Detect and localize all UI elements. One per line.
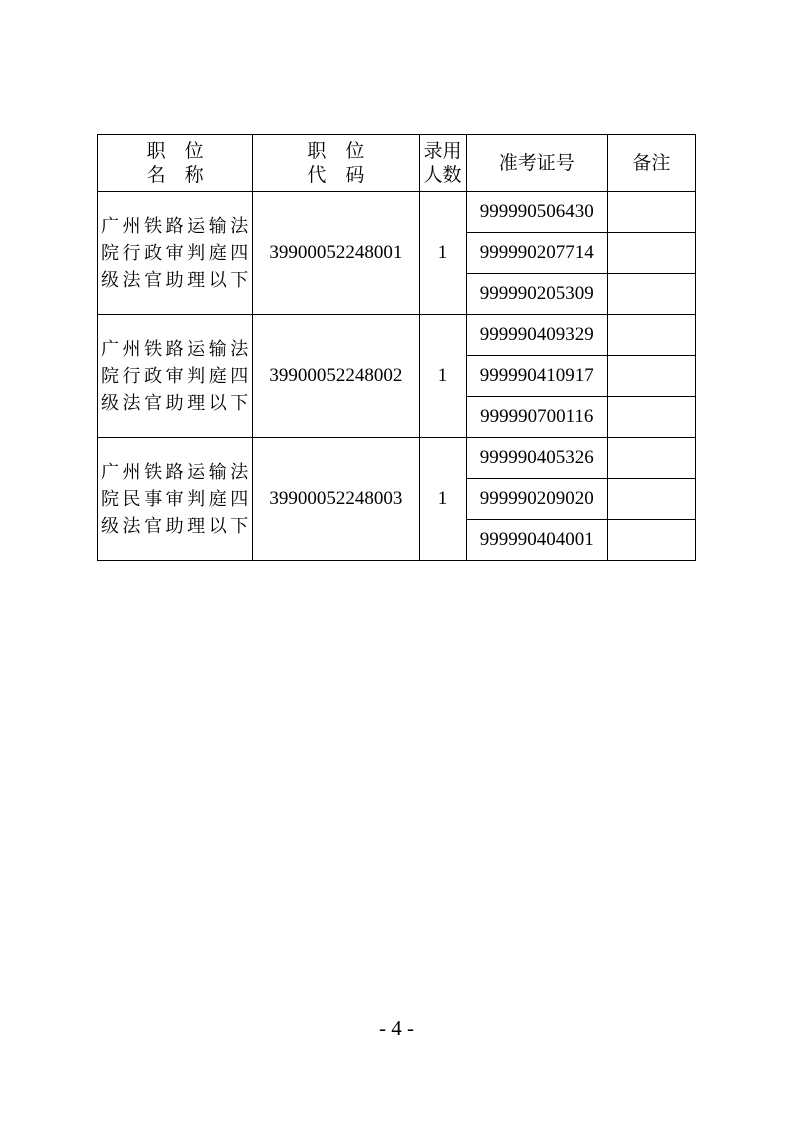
ticket-number-cell: 999990205309: [466, 274, 607, 315]
hire-count-cell: 1: [419, 438, 466, 561]
position-name-cell: 广州铁路运输法 院民事审判庭四 级法官助理以下: [98, 438, 253, 561]
hire-count-cell: 1: [419, 192, 466, 315]
header-ticket-number: 准考证号: [466, 135, 607, 192]
note-cell: [607, 479, 695, 520]
note-cell: [607, 520, 695, 561]
header-position-name: 职 位 名 称: [98, 135, 253, 192]
ticket-number-cell: 999990207714: [466, 233, 607, 274]
hire-count-cell: 1: [419, 315, 466, 438]
ticket-number-cell: 999990209020: [466, 479, 607, 520]
header-hire-count: 录用 人数: [419, 135, 466, 192]
note-cell: [607, 274, 695, 315]
ticket-number-cell: 999990405326: [466, 438, 607, 479]
position-name-cell: 广州铁路运输法 院行政审判庭四 级法官助理以下: [98, 192, 253, 315]
ticket-number-cell: 999990410917: [466, 356, 607, 397]
header-position-code: 职 位 代 码: [253, 135, 419, 192]
page-number: - 4 -: [379, 1016, 414, 1040]
note-cell: [607, 192, 695, 233]
position-name-cell: 广州铁路运输法 院行政审判庭四 级法官助理以下: [98, 315, 253, 438]
table-header-row: [98, 135, 696, 192]
note-cell: [607, 233, 695, 274]
position-code-cell: 39900052248002: [253, 315, 419, 438]
ticket-number-cell: 999990700116: [466, 397, 607, 438]
ticket-number-cell: 999990506430: [466, 192, 607, 233]
note-cell: [607, 315, 695, 356]
table-row: [98, 192, 696, 233]
position-code-cell: 39900052248001: [253, 192, 419, 315]
table-row: [98, 438, 696, 479]
ticket-number-cell: 999990404001: [466, 520, 607, 561]
note-cell: [607, 356, 695, 397]
position-code-cell: 39900052248003: [253, 438, 419, 561]
admission-roster-table: [97, 134, 696, 561]
note-cell: [607, 397, 695, 438]
note-cell: [607, 438, 695, 479]
table-row: [98, 315, 696, 356]
header-note: 备注: [607, 135, 695, 192]
ticket-number-cell: 999990409329: [466, 315, 607, 356]
